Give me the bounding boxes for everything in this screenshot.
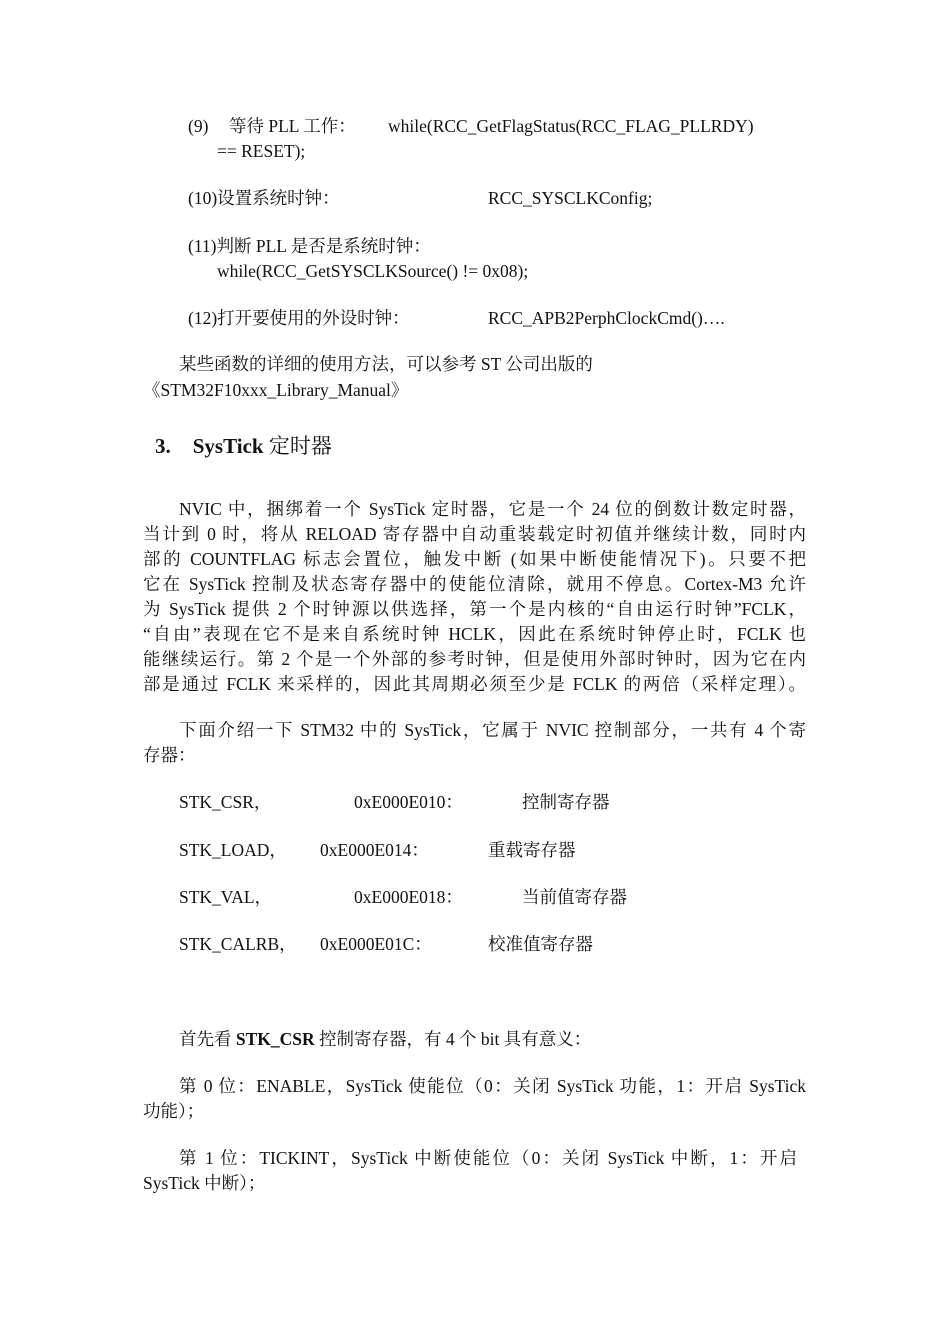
register-3-name: STK_CALRB，	[179, 934, 297, 954]
para1-line-3: 部的 COUNTFLAG 标志会置位，触发中断 (如果中断使能情况下)。只要不把	[143, 549, 806, 569]
para1-line-5: 为 SysTick 提供 2 个时钟源以供选择，第一个是内核的“自由运行时钟”FCLK，	[143, 599, 806, 619]
csr-intro	[179, 1027, 591, 1051]
section-heading	[155, 432, 332, 460]
bit0-line-1: 第 0 位：ENABLE，SysTick 使能位（0：关闭 SysTick 功能，1：开启 SysTick	[179, 1076, 806, 1096]
section-title-rest: 定时器	[263, 434, 332, 458]
para2-line-1: 下面介绍一下 STM32 中的 SysTick，它属于 NVIC 控制部分，一共有 4 个寄	[179, 720, 806, 740]
para1-line-2: 当计到 0 时，将从 RELOAD 寄存器中自动重装载定时初值并继续计数，同时内	[143, 524, 806, 544]
step-9-code: while(RCC_GetFlagStatus(RCC_FLAG_PLLRDY)	[388, 116, 754, 136]
csr-intro-pre: 首先看	[179, 1029, 236, 1049]
register-2-desc: 当前值寄存器	[522, 887, 627, 907]
section-title-bold: SysTick	[192, 434, 264, 458]
para1-line-8: 部是通过 FCLK 来采样的，因此其周期必须至少是 FCLK 的两倍（采样定理）。	[143, 674, 806, 694]
step-9-code-continued: == RESET);	[217, 141, 306, 161]
step-10-label: (10)设置系统时钟：	[188, 188, 340, 208]
register-0-address: 0xE000E010：	[354, 792, 463, 812]
register-3-address: 0xE000E01C：	[320, 934, 432, 954]
register-1-address: 0xE000E014：	[320, 840, 429, 860]
para1-line-6: “自由”表现在它不是来自系统时钟 HCLK，因此在系统时钟停止时，FCLK 也	[143, 624, 806, 644]
para1-line-4: 它在 SysTick 控制及状态寄存器中的使能位清除，就用不停息。Cortex-M3 允许	[143, 574, 806, 594]
step-9-text: 等待 PLL 工作：	[229, 116, 356, 136]
para1-line-1: NVIC 中，捆绑着一个 SysTick 定时器，它是一个 24 位的倒数计数定时器，	[179, 499, 806, 519]
step-11-code: while(RCC_GetSYSCLKSource() != 0x08);	[217, 261, 529, 281]
step-12-code: RCC_APB2PerphClockCmd()….	[488, 308, 725, 328]
step-12-label: (12)打开要使用的外设时钟：	[188, 308, 410, 328]
step-9-label: (9)	[188, 116, 209, 136]
bit1-line-2: SysTick 中断）；	[143, 1173, 266, 1193]
register-0-desc: 控制寄存器	[522, 792, 610, 812]
register-2-address: 0xE000E018：	[354, 887, 463, 907]
register-2-name: STK_VAL，	[179, 887, 273, 907]
csr-intro-register: STK_CSR	[235, 1029, 315, 1049]
para2-line-2: 存器：	[143, 745, 196, 765]
register-1-desc: 重载寄存器	[488, 840, 576, 860]
reference-line-2: 《STM32F10xxx_Library_Manual》	[143, 380, 409, 400]
section-number: 3.	[155, 434, 171, 458]
reference-line-1: 某些函数的详细的使用方法，可以参考 ST 公司出版的	[179, 354, 593, 374]
register-3-desc: 校准值寄存器	[488, 934, 593, 954]
bit1-line-1: 第 1 位：TICKINT，SysTick 中断使能位（0：关闭 SysTick 中断，1：开启	[179, 1148, 797, 1168]
step-11-label: (11)判断 PLL 是否是系统时钟：	[188, 236, 431, 256]
bit0-line-2: 功能）；	[143, 1101, 205, 1121]
csr-intro-post: 控制寄存器，有 4 个 bit 具有意义：	[314, 1029, 592, 1049]
step-10-code: RCC_SYSCLKConfig;	[488, 188, 653, 208]
register-1-name: STK_LOAD，	[179, 840, 287, 860]
register-0-name: STK_CSR，	[179, 792, 272, 812]
para1-line-7: 能继续运行。第 2 个是一个外部的参考时钟，但是使用外部时钟时，因为它在内	[143, 649, 806, 669]
